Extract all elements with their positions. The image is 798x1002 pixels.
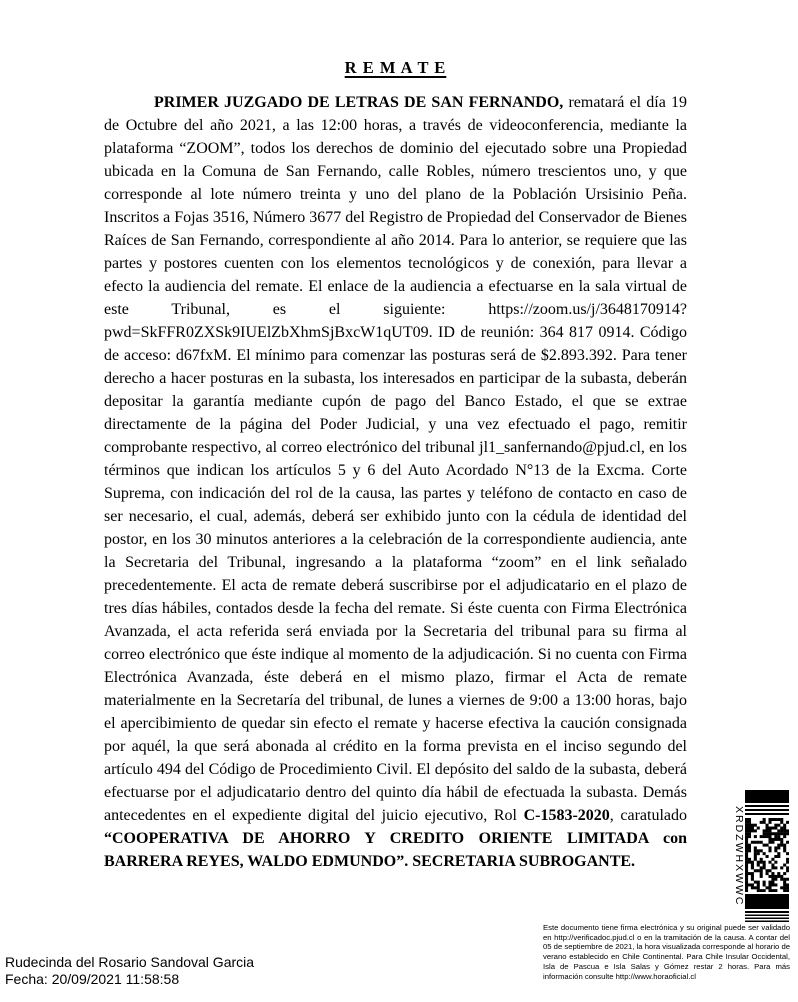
barcode-stop-pattern: [745, 894, 789, 922]
signature-block: [5, 954, 254, 988]
barcode-icon: [745, 790, 789, 924]
barcode-modules: [745, 818, 789, 892]
body-text: , caratulado: [609, 807, 688, 824]
document-body-paragraph: [104, 91, 687, 873]
barcode-start-pattern: [745, 790, 789, 816]
body-text-bold: C-1583-2020: [523, 807, 610, 824]
body-text: rematará el día 19 de Octubre del año 2021, a las 12:00 horas, a través de videoconferencia, mediante la plataforma “ZOOM”, todos los derechos de dominio del ejecutado sobre una Propiedad ubicada en la Comuna de San Fernando, calle Robles, número trescientos uno, y que corresponde al lote número treinta y uno del plano de la Población Ursisinio Peña. Inscritos a Fojas 3516, Número 3677 del Registro de Propiedad del Conservador de Bienes Raíces de San Fernando, correspondiente al año 2014. Para lo anterior, se requiere que las partes y postores cuenten con los elementos tecnológicos y de conexión, para llevar a efecto la audiencia del remate. El enlace de la audiencia a efectuarse en la sala virtual de este Tribunal, es el siguiente: https://zoom.us/j/3648170914?pwd=SkFFR0ZXSk9IUElZbXhmSjBxcW1qUT09. ID de reunión: 364 817 0914. Código de acceso: d67fxM. El mínimo para comenzar las posturas será de $2.893.392. Para tener derecho a hacer posturas en la subasta, los interesados en participar de la subasta, deberán depositar la garantía mediante cupón de pago del Banco Estado, el que se extrae directamente de la página del Poder Judicial, y una vez efectuado el pago, remitir comprobante respectivo, al correo electrónico del tribunal jl1_sanfernando@pjud.cl, en los términos que indican los artículos 5 y 6 del Auto Acordado N°13 de la Excma. Corte Suprema, con indicación del rol de la causa, las partes y teléfono de contacto en caso de ser necesario, el cual, además, deberá ser exhibido junto con la cédula de identidad del postor, en los 30 minutos anteriores a la celebración de la correspondiente audiencia, ante la Secretaria del Tribunal, ingresando a la plataforma “zoom” en el link señalado precedentemente. El acta de remate deberá suscribirse por el adjudicatario en el plazo de tres días hábiles, contados desde la fecha del remate. Si éste cuenta con Firma Electrónica Avanzada, el acta referida será enviada por la Secretaria del tribunal para su firma al correo electrónico que éste indique al momento de la adjudicación. Si no cuenta con Firma Electrónica Avanzada, éste deberá en el mismo plazo, firmar el Acta de remate materialmente en la Secretaría del tribunal, de lunes a viernes de 9:00 a 13:00 horas, bajo el apercibimiento de quedar sin efecto el remate y hacerse efectiva la caución consignada por aquél, la que será abonada al crédito en la forma prevista en el inciso segundo del artículo 494 del Código de Procedimiento Civil. El depósito del saldo de la subasta, deberá efectuarse por el adjudicatario dentro del quinto día hábil de efectuada la subasta. Demás antecedentes en el expediente digital del juicio ejecutivo, Rol: [104, 94, 688, 824]
body-text-bold: PRIMER JUZGADO DE LETRAS DE SAN FERNANDO,: [154, 94, 569, 111]
barcode-code-text: XRDZWHXWWC: [733, 805, 745, 907]
disclaimer-text: Este documento tiene firma electrónica y su original puede ser validado en http://verificadoc.pjud.cl o en la tramitación de la causa. A contar del 05 de septiembre de 2021, la hora visualizada corresponde al horario de verano establecido en Chile Continental. Para Chile Insular Occidental, Isla de Pascua e Isla Salas y Gómez restar 2 horas. Para más información consulte http://www.horaoficial.cl: [543, 923, 791, 981]
body-text-bold: “COOPERATIVA DE AHORRO Y CREDITO ORIENTE LIMITADA con BARRERA REYES, WALDO EDMUNDO”. SECRETARIA SUBROGANTE.: [104, 830, 687, 870]
signatory-name: Rudecinda del Rosario Sandoval Garcia: [5, 954, 255, 970]
electronic-signature-stamp: [728, 790, 794, 924]
signature-date: Fecha: 20/09/2021 11:58:58: [5, 971, 180, 987]
document-title: [104, 58, 687, 78]
document-title-text: R E M A T E: [344, 58, 447, 77]
